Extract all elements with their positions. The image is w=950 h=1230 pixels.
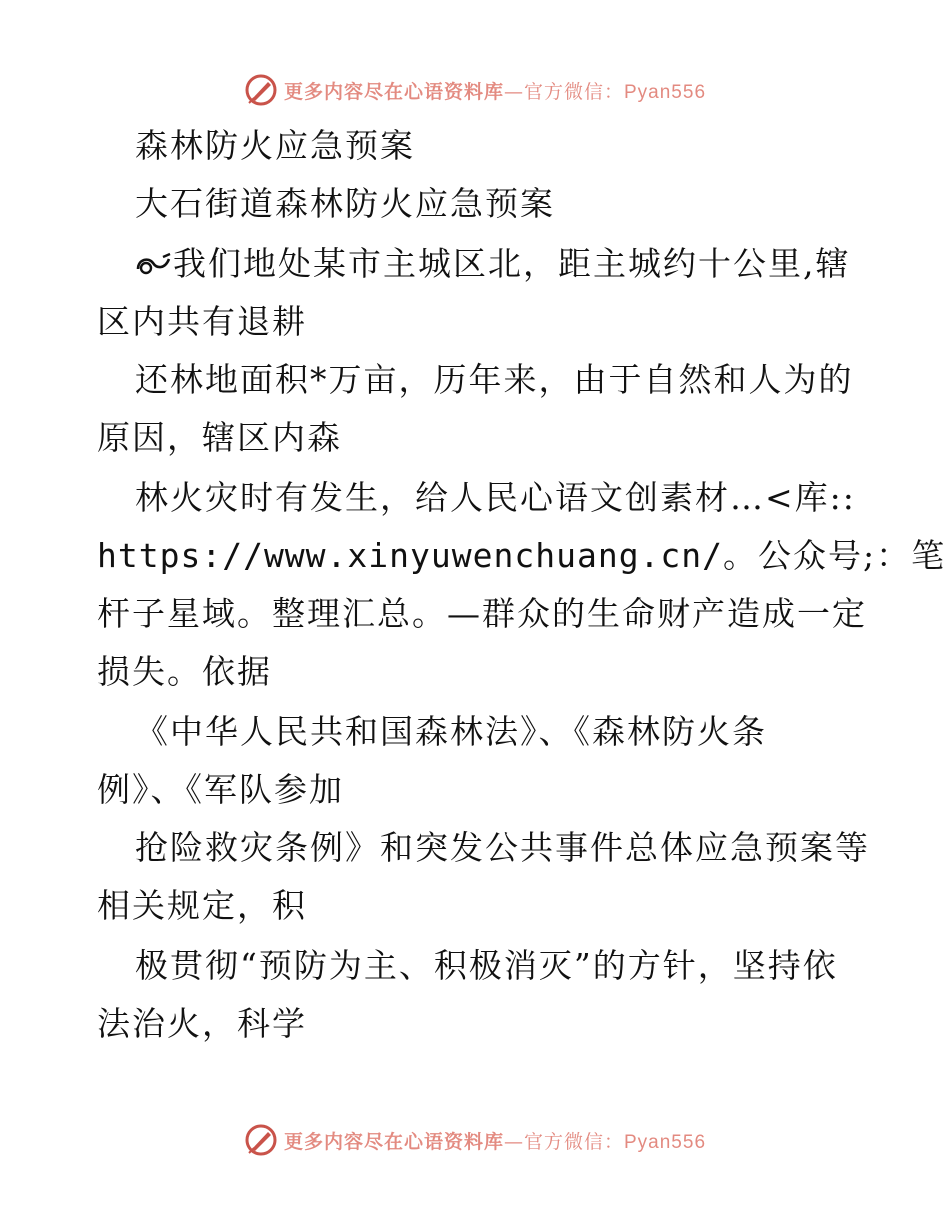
- document-title: 森林防火应急预案: [135, 126, 415, 165]
- paragraph-line: 法治火，科学: [97, 1004, 307, 1043]
- watermark-wechat-label: 官方微信：: [523, 1130, 624, 1153]
- watermark-wechat-id: Pyan556: [624, 1131, 707, 1153]
- paragraph-line: 极贯彻“预防为主、积极消灭”的方针，坚持依: [135, 946, 838, 985]
- watermark-group: [244, 1123, 706, 1157]
- paragraph-line: [97, 536, 946, 576]
- paragraph-line: 损失。依据: [97, 652, 272, 691]
- paragraph-line: 杆子星域。整理汇总。—群众的生命财产造成一定: [97, 594, 867, 633]
- watermark-separator: —: [503, 80, 524, 103]
- paragraph-text: 我们地处某市主城区北，距主城约十公里,辖: [173, 244, 851, 283]
- document-subtitle: 大石街道森林防火应急预案: [135, 184, 555, 223]
- header-watermark: [0, 70, 950, 110]
- watermark-text: [284, 77, 706, 104]
- ornament-bullet-icon: [135, 249, 173, 279]
- paragraph-line: 《中华人民共和国森林法》、《森林防火条: [135, 712, 767, 751]
- paragraph-line: 原因，辖区内森: [97, 418, 342, 457]
- paragraph-line: 例》、《军队参加: [97, 770, 344, 809]
- paragraph-text: 。公众号;：笔: [723, 536, 947, 575]
- watermark-wechat-label: 官方微信：: [523, 80, 624, 103]
- paragraph-line: 区内共有退耕: [97, 302, 307, 341]
- quill-pen-logo-icon: [244, 1123, 278, 1157]
- paragraph-line: 抢险救灾条例》和突发公共事件总体应急预案等: [135, 828, 870, 867]
- website-url-text: https://www.xinyuwenchuang.cn/: [97, 536, 724, 575]
- quill-pen-logo-icon: [244, 73, 278, 107]
- watermark-group: [244, 73, 706, 107]
- watermark-brand: 更多内容尽在心语资料库: [283, 80, 504, 103]
- footer-watermark: [0, 1120, 950, 1160]
- watermark-separator: —: [503, 1130, 524, 1153]
- watermark-wechat-id: Pyan556: [624, 81, 707, 103]
- paragraph-line: [135, 244, 851, 284]
- watermark-text: [284, 1127, 706, 1154]
- paragraph-line: 林火灾时有发生，给人民心语文创素材…<库::: [135, 478, 856, 517]
- watermark-brand: 更多内容尽在心语资料库: [283, 1130, 504, 1153]
- paragraph-line: 还林地面积*万亩，历年来，由于自然和人为的: [135, 360, 854, 399]
- paragraph-line: 相关规定，积: [97, 886, 307, 925]
